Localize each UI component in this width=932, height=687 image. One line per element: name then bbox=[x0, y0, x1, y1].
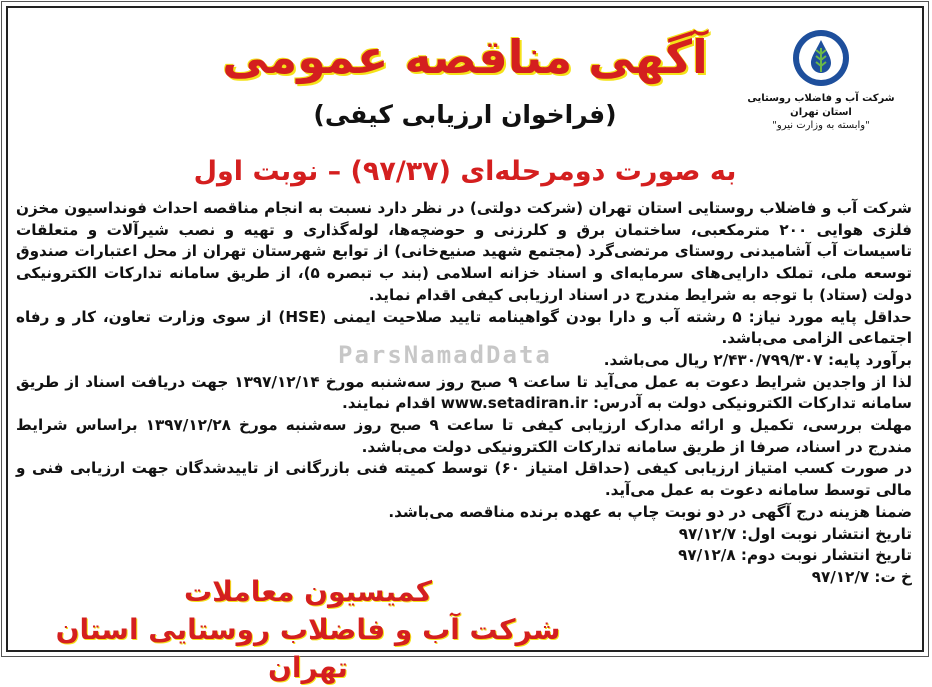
invitation-paragraph bbox=[16, 372, 912, 415]
first-publish-date: تاریخ انتشار نوبت اول: ۹۷/۱۲/۷ bbox=[678, 524, 912, 543]
notice-body bbox=[16, 198, 912, 589]
tender-round: به صورت دومرحله‌ای (۹۷/۳۷) – نوبت اول bbox=[193, 156, 737, 187]
intro-paragraph: شرکت آب و فاضلاب روستایی استان تهران (شرکت دولتی) در نظر دارد نسبت به انجام مناقصه احداث فونداسیون مخزن فلزی هوایی ۲۰۰ مترمکعبی، ساختمان برق و کلرزنی و حوضچه‌ها، لوله‌گذاری و تهیه و نصب شیرآلات و متعلقات تاسیسات آب آشامیدنی روستای مرتضی‌گرد (مجتمع شهید صنیع‌خانی) از توابع شهرستان تهران از محل اعتبارات صندوق توسعه ملی، تملک دارایی‌های سرمایه‌ای و اسناد خزانه اسلامی (بند ب تبصره ۵)، از طریق سامانه تدارکات الکترونیکی دولت (ستاد) با توجه به شرایط مندرج در اسناد ارزیابی کیفی اقدام نماید. bbox=[16, 199, 912, 304]
newspaper-clipping bbox=[1, 1, 929, 684]
website-link[interactable]: www.setadiran.ir bbox=[440, 394, 588, 413]
code-date: خ ت: ۹۷/۱۲/۷ bbox=[811, 567, 912, 586]
logo-company-name: شرکت آب و فاضلاب روستایی استان تهران bbox=[747, 93, 895, 118]
score-paragraph: در صورت کسب امتیاز ارزیابی کیفی (حداقل امتیاز ۶۰) توسط کمیته فنی بازرگانی از تاییدشدگان جهت ارزیابی فنی و مالی توسط سامانه دعوت به عمل می‌آید. bbox=[16, 459, 912, 500]
cost-line: ضمنا هزینه درج آگهی در دو نوبت چاپ به عهده برنده مناقصه می‌باشد. bbox=[388, 502, 912, 521]
signature-commission: کمیسیون معاملات bbox=[184, 575, 432, 608]
invitation-tail: اقدام نمایند. bbox=[342, 394, 436, 413]
water-drop-wheat-icon bbox=[793, 30, 849, 86]
invitation-text: لذا از واجدین شرایط دعوت به عمل می‌آید تا ساعت ۹ صبح روز سه‌شنبه مورخ ۱۳۹۷/۱۲/۱۴ جهت دریافت اسناد از طریق سامانه تدارکات الکترونیکی دولت به آدرس: bbox=[16, 372, 912, 413]
notice-frame bbox=[6, 6, 924, 684]
second-publish-date: تاریخ انتشار نوبت دوم: ۹۷/۱۲/۸ bbox=[678, 546, 912, 565]
logo-affiliation: "وابسته به وزارت نیرو" bbox=[772, 120, 870, 131]
signature-block bbox=[28, 573, 588, 687]
notice-subtitle: (فراخوان ارزیابی کیفی) bbox=[313, 100, 617, 129]
signature-company: شرکت آب و فاضلاب روستایی استان تهران bbox=[55, 613, 561, 684]
watermark: ParsNamadData bbox=[338, 341, 552, 369]
requirement-paragraph: حداقل پایه مورد نیاز: ۵ رشته آب و دارا بودن گواهینامه تایید صلاحیت ایمنی (HSE) از سوی وزارت تعاون، کار و رفاه اجتماعی الزامی می‌باشد. bbox=[16, 307, 912, 348]
company-logo bbox=[736, 30, 906, 132]
notice-title: آگهی مناقصه عمومی bbox=[222, 30, 708, 84]
deadline-paragraph: مهلت بررسی، تکمیل و ارائه مدارک ارزیابی کیفی تا ساعت ۹ صبح روز سه‌شنبه مورخ ۱۳۹۷/۱۲/۲۸ براساس شرایط مندرج در اسناد، صرفا از طریق سامانه تدارکات الکترونیکی دولت می‌باشد. bbox=[16, 416, 912, 456]
estimate-line: برآورد پایه: ۲/۴۳۰/۷۹۹/۳۰۷ ریال می‌باشد. bbox=[603, 350, 912, 369]
